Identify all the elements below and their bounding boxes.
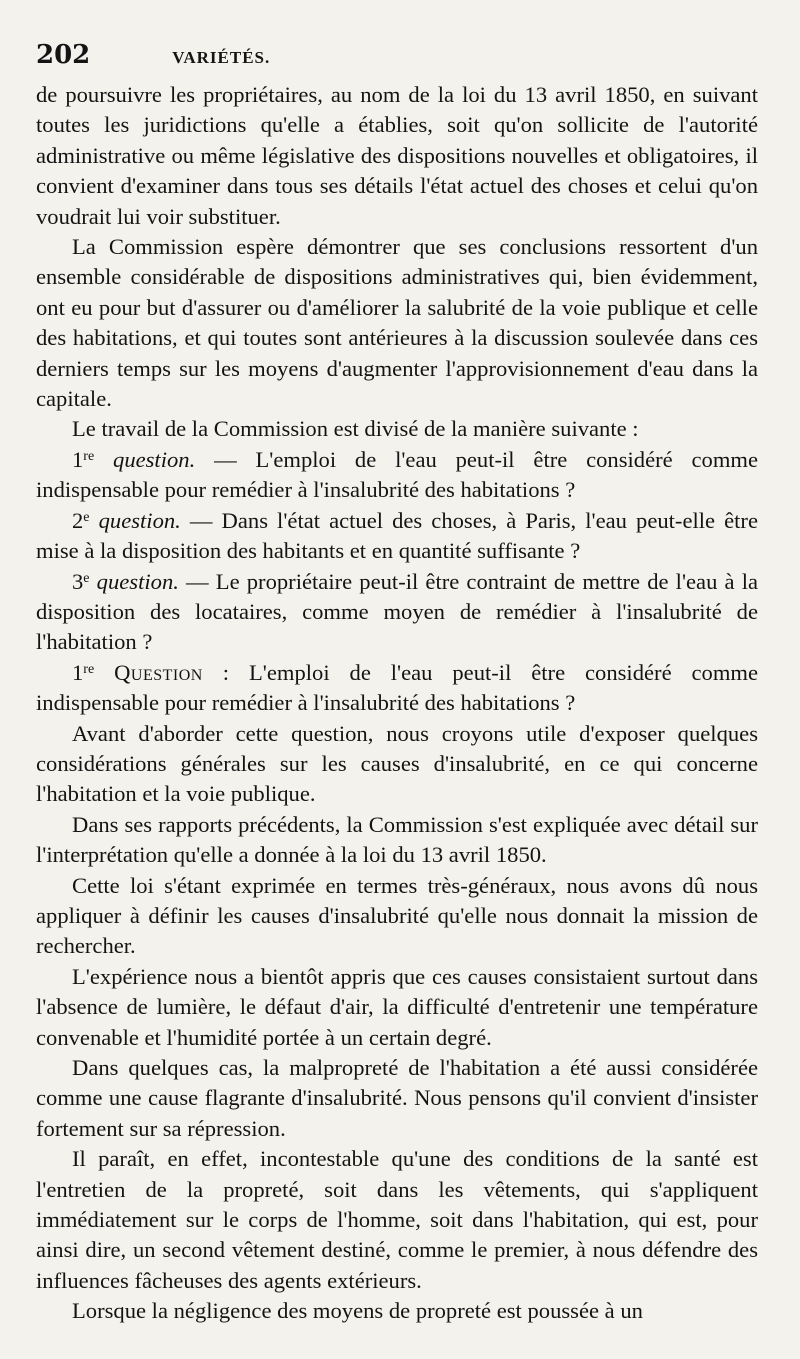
paragraph: Dans ses rapports précédents, la Commission s'est expliquée avec détail sur l'interprétation qu'elle a donnée à la loi du 13 avril 1850. bbox=[36, 811, 758, 868]
running-head: VARIÉTÉS. bbox=[172, 48, 271, 67]
paragraph: Avant d'aborder cette question, nous croyons utile d'exposer quelques considérations générales sur les causes d'insalubrité, en ce qui concerne l'habitation et la voie publique. bbox=[36, 720, 758, 807]
page-header bbox=[36, 40, 758, 80]
paragraph-continuation: de poursuivre les propriétaires, au nom de la loi du 13 avril 1850, en suivant toutes les juridictions qu'elle a établies, soit qu'on sollicite de l'autorité administrative ou même législative des dispositions nouvelles et obligatoires, il convient d'examiner dans tous ses détails l'état actuel des choses et celui qu'on voudrait lui voir substituer. bbox=[36, 82, 758, 229]
section-ordinal: re bbox=[83, 661, 95, 677]
question-number: 1 bbox=[72, 446, 84, 472]
question-label: question. bbox=[113, 446, 196, 472]
question-text: — Le propriétaire peut-il être contraint de mettre de l'eau à la disposition des locataires, comme moyen de remédier à l'insalubrité de l'habitation ? bbox=[36, 568, 759, 655]
question-number: 3 bbox=[72, 568, 84, 594]
question-number: 2 bbox=[72, 507, 84, 533]
paragraph: Cette loi s'étant exprimée en termes très-généraux, nous avons dû nous appliquer à définir les causes d'insalubrité qu'elle nous donnait la mission de rechercher. bbox=[36, 872, 758, 959]
page-number: 202 bbox=[36, 40, 91, 70]
question-ordinal: e bbox=[83, 509, 90, 525]
section-number: 1 bbox=[72, 659, 84, 685]
question-item bbox=[36, 567, 758, 658]
paragraph-truncated: Lorsque la négligence des moyens de propreté est poussée à un bbox=[72, 1298, 643, 1324]
question-item bbox=[36, 445, 758, 506]
section-heading bbox=[36, 658, 758, 719]
question-text: — Dans l'état actuel des choses, à Paris, l'eau peut-elle être mise à la disposition des habitants et en quantité suffisante ? bbox=[36, 507, 758, 564]
paragraph: Il paraît, en effet, incontestable qu'une des conditions de la santé est l'entretien de la propreté, soit dans les vêtements, qui s'appliquent immédiatement sur le corps de l'homme, soit dans l'habitation, qui est, pour ainsi dire, un second vêtement destiné, comme le premier, à nous défendre des influences fâcheuses des agents extérieurs. bbox=[36, 1146, 758, 1293]
paragraph: La Commission espère démontrer que ses conclusions ressortent d'un ensemble considérable de dispositions administratives qui, bien évidemment, ont eu pour but d'assurer ou d'améliorer la salubrité de la voie publique et celle des habitations, et qui toutes sont antérieures à la discussion soulevée dans ces derniers temps sur les moyens d'augmenter l'approvisionnement d'eau dans la capitale. bbox=[36, 234, 758, 412]
question-item bbox=[36, 506, 758, 567]
question-label: question. bbox=[96, 568, 179, 594]
paragraph: Le travail de la Commission est divisé de la manière suivante : bbox=[72, 416, 639, 442]
question-label: question. bbox=[98, 507, 181, 533]
paragraph: L'expérience nous a bientôt appris que ces causes consistaient surtout dans l'absence de lumière, le défaut d'air, la difficulté d'entretenir une température convenable et l'humidité portée à un certain degré. bbox=[36, 963, 758, 1050]
question-ordinal: re bbox=[83, 448, 95, 464]
question-ordinal: e bbox=[83, 570, 90, 586]
body-text bbox=[36, 80, 758, 1327]
paragraph: Dans quelques cas, la malpropreté de l'habitation a été aussi considérée comme une cause flagrante d'insalubrité. Nous pensons qu'il convient d'insister fortement sur sa répression. bbox=[36, 1055, 758, 1141]
section-label: Question bbox=[114, 659, 203, 685]
section-text: : L'emploi de l'eau peut-il être considéré comme indispensable pour remédier à l'insalubrité des habitations ? bbox=[36, 659, 759, 716]
question-text: — L'emploi de l'eau peut-il être considéré comme indispensable pour remédier à l'insalubrité des habitations ? bbox=[36, 446, 758, 503]
